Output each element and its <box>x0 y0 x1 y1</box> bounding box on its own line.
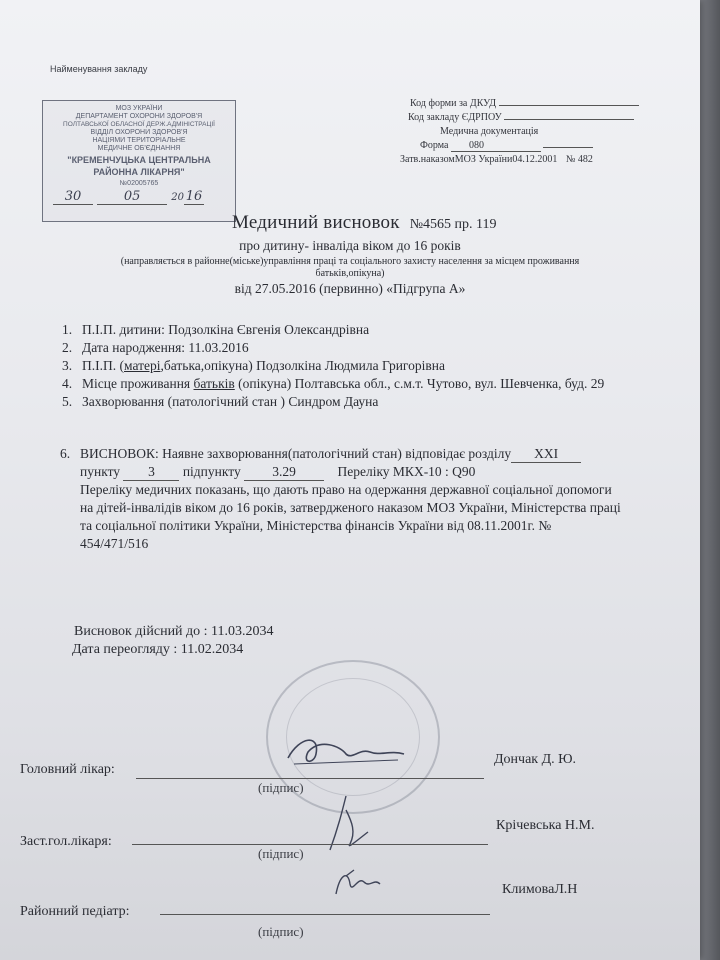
stamp-line: РАЙОННА ЛІКАРНЯ" <box>93 167 185 177</box>
stamp-line: ВІДДІЛ ОХОРОНИ ЗДОРОВ'Я <box>90 129 188 136</box>
deputy-signature <box>316 792 376 856</box>
stamp-year: 16 <box>185 189 203 204</box>
conclusion-line-2 <box>80 464 475 481</box>
conclusion-text-line: на дітей-інвалідів віком до 16 років, затвердженого наказом МОЗ України, Міністерства праці <box>80 500 621 515</box>
conclusion-line-1 <box>60 446 581 463</box>
form-label: Форма <box>420 140 449 151</box>
institution-label: Найменування закладу <box>50 64 148 74</box>
edrpou-label: Код закладу ЄДРПОУ <box>408 112 502 123</box>
item-text: Захворювання (патологічний стан ) Синдром Дауна <box>82 394 379 409</box>
item-underlined: батьків <box>193 376 235 391</box>
dkud-code <box>410 98 639 109</box>
review-date: Дата переогляду : 11.02.2034 <box>72 642 244 657</box>
item-text: Місце проживання <box>82 376 194 391</box>
list-item <box>62 340 249 356</box>
approved-label: Затв.наказомМОЗ України04.12.2001 <box>400 154 558 165</box>
chief-signature <box>280 728 410 774</box>
deputy-sign-line <box>132 844 488 845</box>
title-row <box>232 212 497 234</box>
pediatrician-name: КлимоваЛ.Н <box>502 882 578 897</box>
sign-hint: (підпис) <box>258 780 304 795</box>
date-line: від 27.05.2016 (первинно) «Підгрупа А» <box>234 281 466 296</box>
mkx-code: Переліку МКХ-10 : Q90 <box>337 464 476 479</box>
item-number: 1. <box>62 322 73 337</box>
item-text: Дата народження: 11.03.2016 <box>82 340 249 355</box>
stamp-line: №02005765 <box>119 180 159 187</box>
conclusion-section: XXI <box>511 446 581 463</box>
point-label: пункту <box>80 464 121 479</box>
stamp-day: 30 <box>53 189 93 205</box>
direction-line-2: батьків,опікуна) <box>315 268 385 279</box>
form-line-tail <box>543 147 593 148</box>
list-item <box>62 322 369 338</box>
stamp-line: ПОЛТАВСЬКОЇ ОБЛАСНОЇ ДЕРЖ.АДМІНІСТРАЦІЇ <box>63 121 215 128</box>
pediatrician-label: Районний педіатр: <box>20 904 130 919</box>
form-number: 080 <box>451 140 541 152</box>
conclusion-text-line: 454/471/516 <box>80 536 149 551</box>
approved-number: № 482 <box>565 154 593 165</box>
document-number: №4565 пр. 119 <box>409 217 497 232</box>
valid-until: Висновок дійсний до : 11.03.2034 <box>74 624 274 639</box>
conclusion-text-line: Переліку медичних показань, що дають право на одержання державної соціальної допомоги <box>80 482 612 497</box>
dkud-line <box>499 105 639 106</box>
subtitle: про дитину- інваліда віком до 16 років <box>239 238 461 253</box>
doc-type: Медична документація <box>440 126 539 137</box>
direction-line-1: (направляється в районне(міське)управління праці та соціального захисту населення за місцем проживання <box>120 256 580 267</box>
stamp-line: МОЗ УКРАЇНИ <box>115 105 163 112</box>
approved-order <box>400 154 593 165</box>
deputy-label: Заст.гол.лікаря: <box>20 834 112 849</box>
chief-sign-line <box>136 778 484 779</box>
item-underlined: матері <box>124 358 161 373</box>
page-title: Медичний висновок <box>232 212 400 233</box>
form-number-row <box>420 140 593 152</box>
item-text: (опікуна) Полтавська обл., с.м.т. Чутово, вул. Шевченка, буд. 29 <box>234 376 605 391</box>
deputy-name: Крічевська Н.М. <box>496 818 595 833</box>
dkud-label: Код форми за ДКУД <box>410 98 497 109</box>
item-text: ,батька,опікуна) Подзолкіна Людмила Григорівна <box>160 358 445 373</box>
subpoint-label: підпункту <box>182 464 241 479</box>
item-number: 4. <box>62 376 73 391</box>
stamp-date: 30 05 20 16 <box>53 189 204 205</box>
item-number: 3. <box>62 358 73 373</box>
stamp-line: ДЕПАРТАМЕНТ ОХОРОНИ ЗДОРОВ'Я <box>75 113 203 120</box>
list-item <box>62 376 604 392</box>
stamp-month: 05 <box>97 189 167 205</box>
pediatrician-signature <box>330 864 390 904</box>
sign-hint: (підпис) <box>258 924 304 939</box>
chief-label: Головний лікар: <box>20 762 115 777</box>
list-item <box>62 358 445 374</box>
stamp-line: "КРЕМЕНЧУЦЬКА ЦЕНТРАЛЬНА <box>67 155 211 165</box>
stamp-line: НАЦІЯМИ ТЕРИТОРІАЛЬНЕ <box>92 137 186 144</box>
pediatrician-sign-line <box>160 914 490 915</box>
conclusion-text: ВИСНОВОК: Наявне захворювання(патологічний стан) відповідає розділу <box>80 446 512 461</box>
point-value: 3 <box>123 464 179 481</box>
subpoint-value: 3.29 <box>244 464 324 481</box>
chief-name: Дончак Д. Ю. <box>494 752 577 767</box>
item-number: 6. <box>60 446 71 461</box>
item-text: П.І.П. дитини: Подзолкіна Євгенія Олександрівна <box>82 322 370 337</box>
sign-hint: (підпис) <box>258 846 304 861</box>
list-item <box>62 394 378 410</box>
item-number: 5. <box>62 394 73 409</box>
stamp-line: МЕДИЧНЕ ОБ'ЄДНАННЯ <box>97 145 181 152</box>
item-text: П.І.П. ( <box>82 358 124 373</box>
conclusion-text-line: та соціальної політики України, Міністерства фінансів України від 08.11.2001г. № <box>80 518 552 533</box>
edrpou-line <box>504 119 634 120</box>
institution-stamp <box>42 100 236 222</box>
edrpou-code <box>408 112 634 123</box>
item-number: 2. <box>62 340 73 355</box>
